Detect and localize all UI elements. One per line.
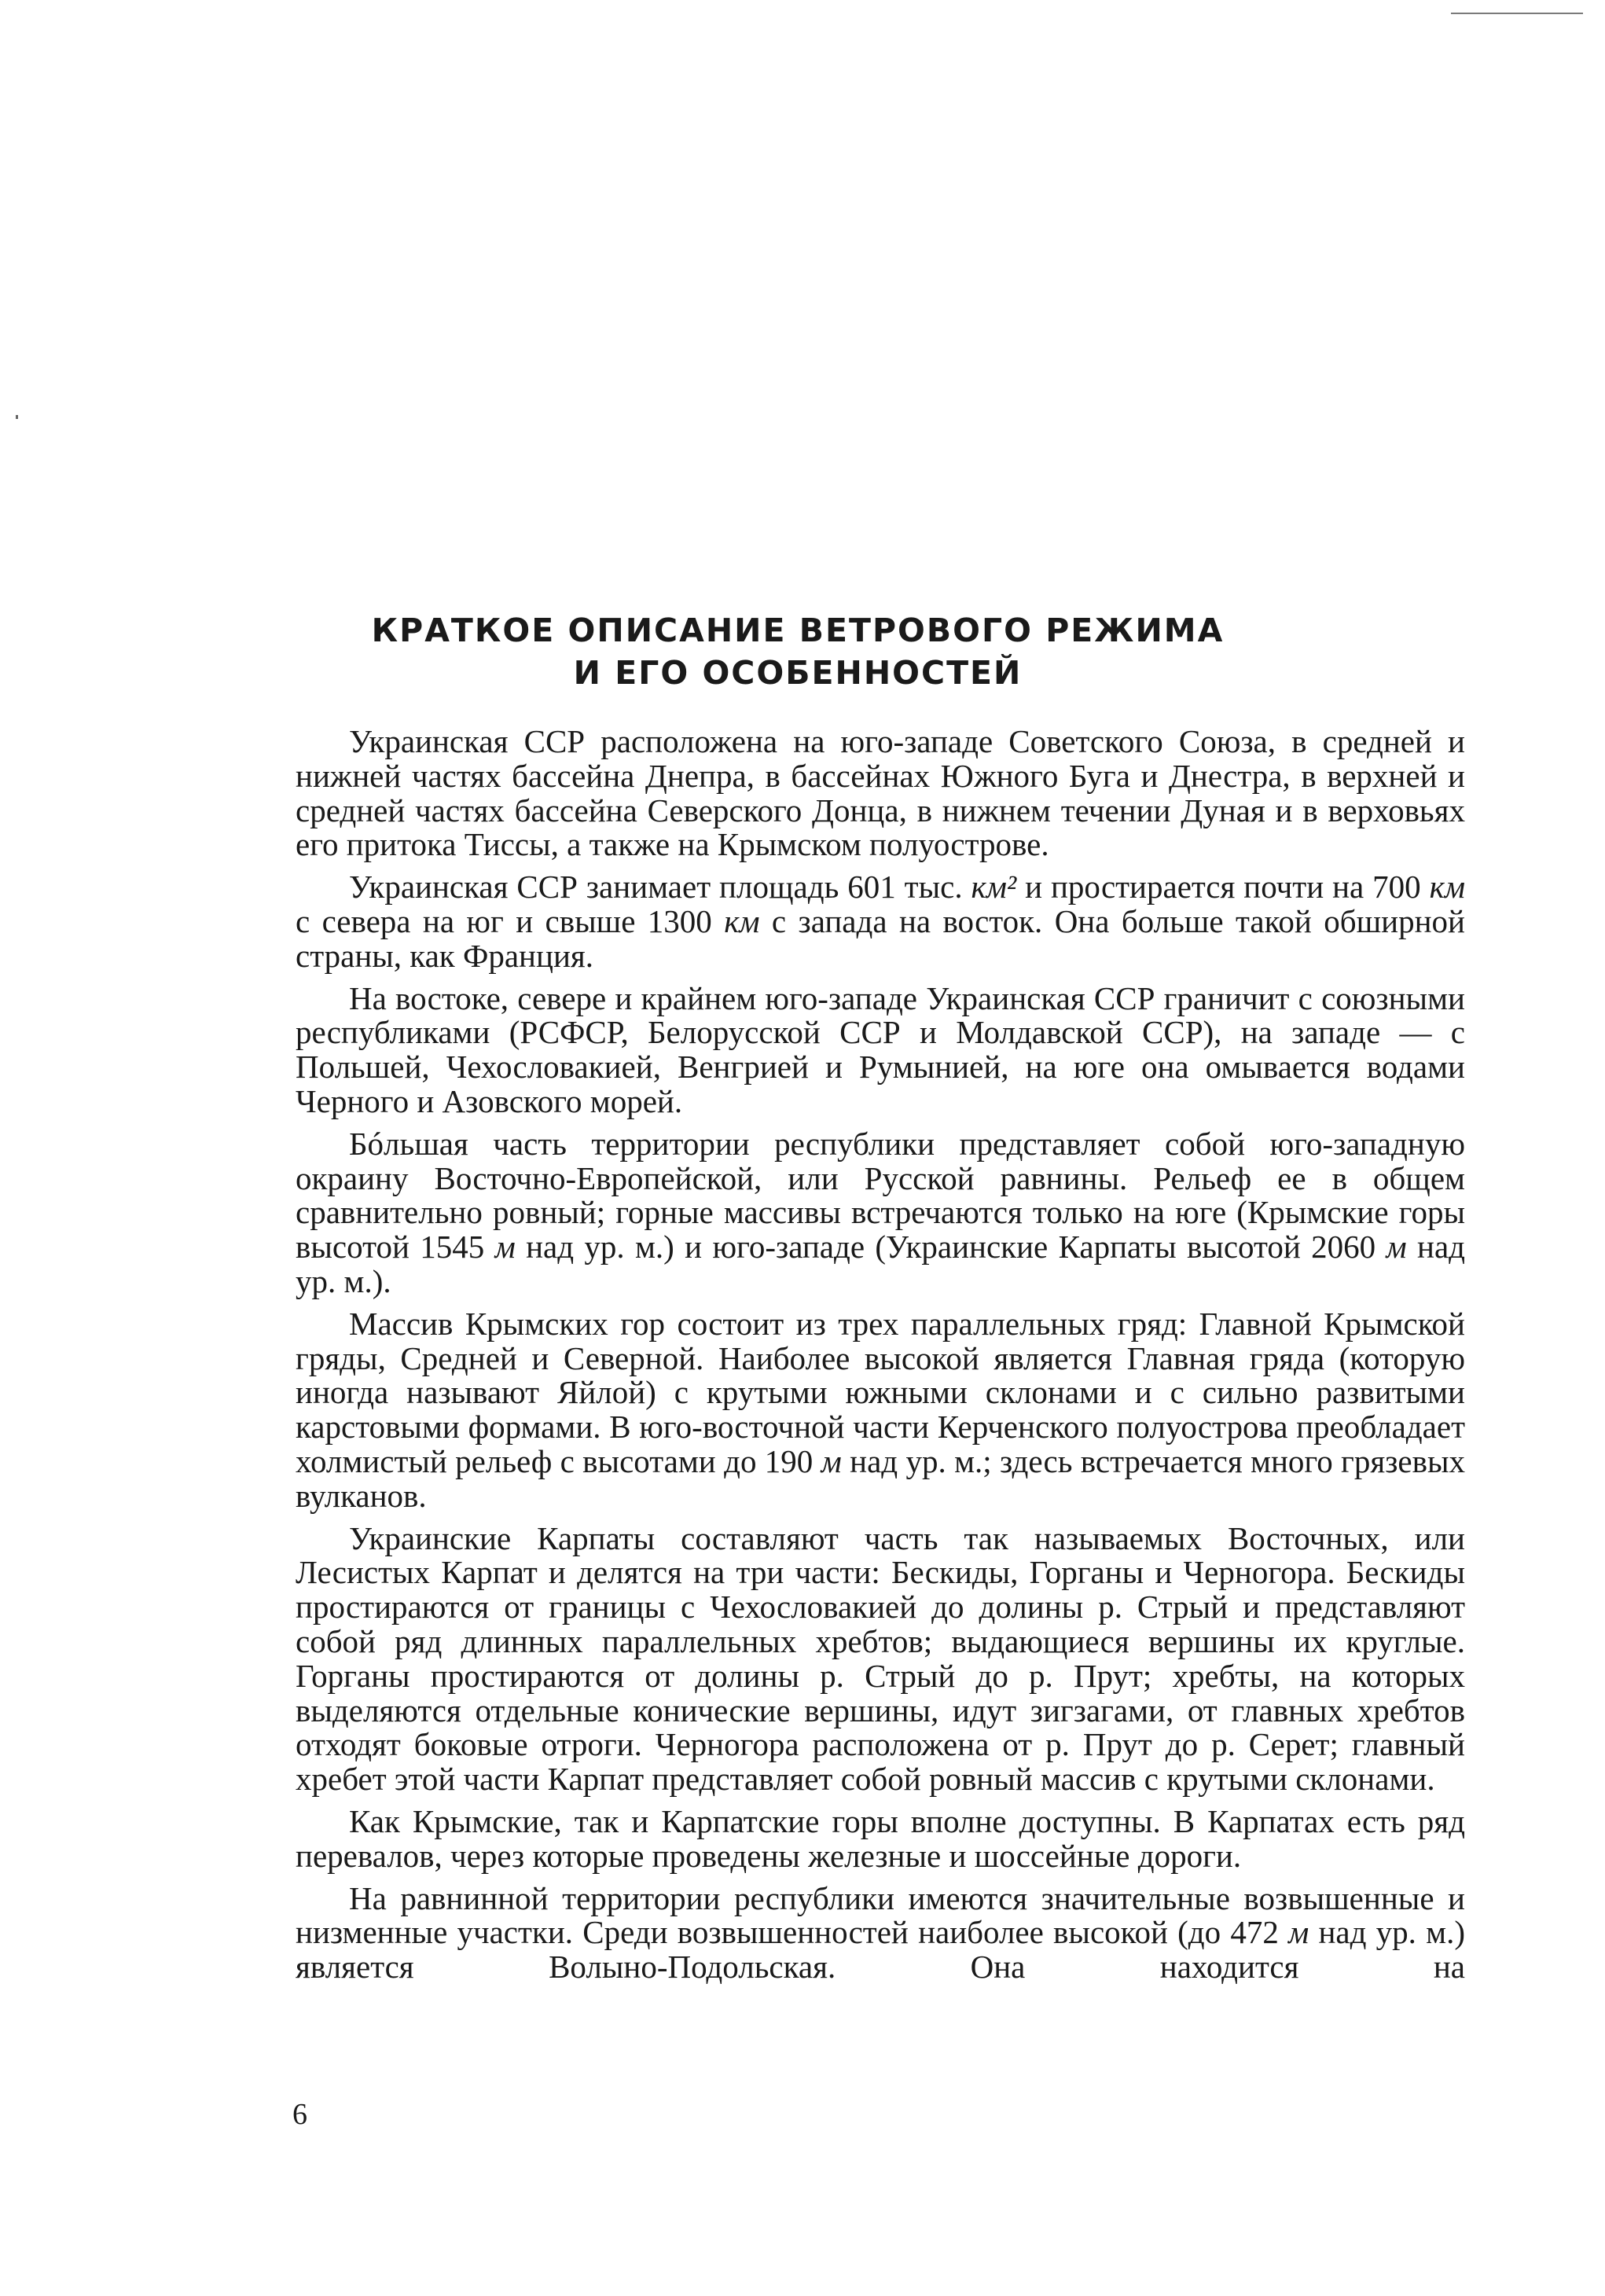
unit-m: м: [1288, 1914, 1309, 1951]
unit-km: км: [724, 902, 760, 939]
top-edge-rule: [1451, 13, 1583, 14]
section-title: [295, 609, 1301, 694]
scan-speck: [16, 415, 18, 419]
paragraph-plains-text-1: На равнинной территории республики имеются значительные возвышенные и низменные участки. Среди возвышенностей наиболее высокой (до 472: [296, 1879, 1465, 1951]
body-text: [296, 725, 1465, 1993]
section-title-line-2: И ЕГО ОСОБЕННОСТЕЙ: [573, 654, 1023, 692]
paragraph-crimean-text-1: Массив Крымских гор состоит из трех параллельных гряд: Главной Крымской гряды, Средней и Северной. Наиболее высокой является Главная гряда (которую иногда называют Яйлой) с крутыми южными склонами и с сильно развитыми карстовыми формами. В юго-восточной части Керченского полуострова преобладает холмистый рельеф с высотами до 190: [296, 1305, 1465, 1479]
unit-square-km: км²: [971, 869, 1017, 906]
paragraph-relief-text-1: Бóльшая часть территории республики представляет собой юго-западную окраину Восточно-Европейской, или Русской равнины. Рельеф ее в общем сравнительно ровный; горные массивы встречаются только на юге (Крымские горы высотой 1545: [296, 1125, 1465, 1266]
paragraph-crimean-mountains: [296, 1307, 1465, 1514]
paragraph-area-text-2: и простирается почти на 700: [1016, 869, 1430, 906]
paragraph-relief-text-3: над ур. м.).: [296, 1229, 1466, 1299]
unit-m: м: [821, 1442, 842, 1479]
unit-m: м: [1386, 1229, 1407, 1266]
unit-km: км: [1429, 869, 1465, 906]
paragraph-relief-text-2: над ур. м.) и юго-западе (Украинские Карпаты высотой 2060: [515, 1229, 1386, 1266]
paragraph-carpathians: Украинские Карпаты составляют часть так называемых Восточных, или Лесистых Карпат и делятся на три части: Бескиды, Горганы и Черногора. Бескиды простираются от границы с Чехословакией до долины р. Стрый и представляют собой ряд длинных параллельных хребтов; выдающиеся вершины их круглые. Горганы простираются от долины р. Стрый до р. Прут; хребты, на которых выделяются отдельные конические вершины, идут зигзагами, от главных хребтов отходят боковые отроги. Черногора расположена от р. Прут до р. Серет; главный хребет этой части Карпат представляет собой ровный массив с крутыми склонами.: [296, 1519, 1465, 1798]
paragraph-area-text-1: Украинская ССР занимает площадь 601 тыс.: [349, 869, 971, 906]
paragraph-location: Украинская ССР расположена на юго-западе Советского Союза, в средней и нижней частях бассейна Днепра, в бассейнах Южного Буга и Днестра, в верхней и средней частях бассейна Северского Донца, в нижнем течении Дуная и в верховьях его притока Тиссы, а также на Крымском полуострове.: [296, 723, 1465, 863]
paragraph-area-text-3: с севера на юг и свыше 1300: [296, 902, 725, 939]
paragraph-borders: На востоке, севере и крайнем юго-западе Украинская ССР граничит с союзными республиками (РСФСР, Белорусской ССР и Молдавской ССР), на западе — с Польшей, Чехословакией, Венгрией и Румынией, на юге она омывается водами Черного и Азовского морей.: [296, 979, 1465, 1119]
paragraph-area: [296, 870, 1465, 973]
paragraph-plains: [296, 1879, 1465, 1986]
paragraph-relief: [296, 1127, 1465, 1299]
paragraph-crimean-text-2: над ур. м.; здесь встречается много грязевых вулканов.: [296, 1442, 1466, 1514]
unit-m: м: [494, 1229, 516, 1266]
paragraph-plains-text-2: над ур. м.) является Волыно-Подольская. Она находится на: [296, 1914, 1465, 1986]
section-title-line-1: КРАТКОЕ ОПИСАНИЕ ВЕТРОВОГО РЕЖИМА: [371, 612, 1225, 649]
page-number: 6: [292, 2098, 307, 2131]
paragraph-passes: Как Крымские, так и Карпатские горы вполне доступны. В Карпатах есть ряд перевалов, через которые проведены железные и шоссейные дороги.: [296, 1802, 1465, 1874]
paragraph-area-text-4: с запада на восток. Она больше такой обширной страны, как Франция.: [296, 902, 1465, 974]
